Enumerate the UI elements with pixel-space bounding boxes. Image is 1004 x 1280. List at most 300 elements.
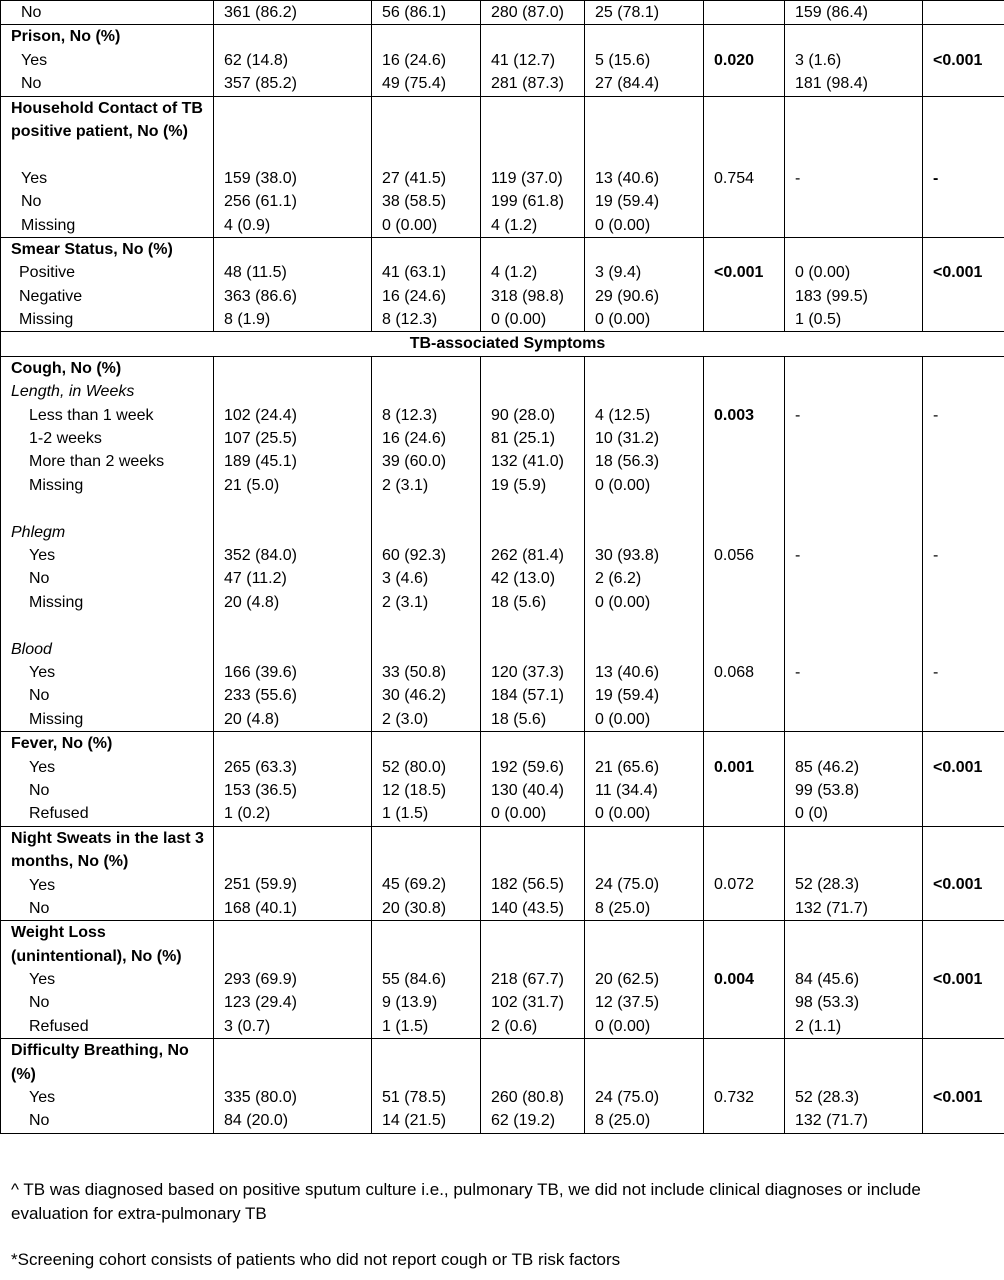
cell-value: <0.001 [714, 264, 764, 282]
cell-value: 14 (21.5) [382, 1112, 447, 1130]
cell-value [933, 591, 1004, 614]
cell-value: 182 (56.5) [491, 876, 564, 894]
cell-value [933, 450, 1004, 473]
cell-value: 153 (36.5) [224, 781, 297, 799]
cell-value: 0 (0.00) [595, 710, 651, 728]
cell-value: 47 (11.2) [224, 570, 287, 588]
category-label [11, 497, 213, 520]
cell-value: 60 (92.3) [382, 547, 447, 565]
cell-value [933, 708, 1004, 731]
cell-value: 0.004 [714, 971, 755, 989]
table-row [1, 1039, 1004, 1134]
row-label-cell [1, 732, 214, 827]
value-cell [785, 25, 923, 96]
cell-value [714, 1015, 784, 1038]
cell-value: 293 (69.9) [224, 971, 297, 989]
category-label: Missing [19, 311, 74, 329]
cell-value [933, 1, 1004, 24]
table-row [1, 356, 1004, 731]
category-label [11, 614, 213, 637]
value-cell [785, 96, 923, 237]
cell-value: 0 (0.00) [595, 805, 651, 823]
cell-value: 140 (43.5) [491, 899, 564, 917]
value-cell [704, 1039, 785, 1134]
cell-value [714, 614, 784, 637]
category-label: No [29, 899, 50, 917]
value-cell [704, 237, 785, 332]
category-label: No [29, 994, 50, 1012]
footnotes [11, 1178, 996, 1272]
cell-value [795, 521, 922, 544]
value-cell [481, 356, 585, 731]
cell-value: 3 (1.6) [795, 51, 842, 69]
cell-value [491, 497, 584, 520]
value-cell [923, 1, 1004, 25]
value-cell [372, 25, 481, 96]
cell-value [714, 567, 784, 590]
cell-value: 20 (30.8) [382, 899, 447, 917]
cell-value: 280 (87.0) [491, 4, 564, 21]
cell-value: 8 (1.9) [224, 311, 271, 329]
cell-value [382, 521, 480, 544]
cell-value: 84 (45.6) [795, 971, 860, 989]
cell-value: 55 (84.6) [382, 971, 447, 989]
value-cell [214, 732, 372, 827]
cell-value: 2 (3.1) [382, 593, 429, 611]
cell-value: - [933, 663, 939, 681]
cell-value [714, 427, 784, 450]
category-label: Missing [21, 216, 76, 234]
cell-value [933, 497, 1004, 520]
cell-value [933, 72, 1004, 95]
category-label: No [29, 1112, 50, 1130]
value-cell [585, 921, 704, 1039]
cell-value: 84 (20.0) [224, 1112, 289, 1130]
cell-value [714, 497, 784, 520]
value-cell [923, 826, 1004, 921]
cell-value [795, 497, 922, 520]
cell-value [714, 708, 784, 731]
cell-value: 2 (1.1) [795, 1017, 842, 1035]
footnote-screening-cohort: *Screening cohort consists of patients who did not report cough or TB risk factors [11, 1250, 621, 1269]
category-label: Yes [29, 971, 56, 989]
cell-value: 0 (0.00) [595, 311, 651, 329]
cell-value [933, 521, 1004, 544]
value-cell [585, 732, 704, 827]
variable-header: Night Sweats in the last 3 months, No (%) [11, 829, 204, 871]
cell-value: 21 (65.6) [595, 758, 660, 776]
value-cell [372, 826, 481, 921]
cell-value: 18 (5.6) [491, 710, 547, 728]
cell-value: <0.001 [933, 971, 983, 989]
cell-value: 29 (90.6) [595, 287, 660, 305]
cell-value: - [795, 406, 801, 424]
value-cell [214, 356, 372, 731]
category-label: No [21, 4, 42, 21]
cell-value [224, 638, 371, 661]
table-row [1, 1, 1004, 25]
value-cell [585, 1, 704, 25]
category-label: Yes [29, 1089, 56, 1107]
table-row [1, 826, 1004, 921]
cell-value [933, 567, 1004, 590]
cell-value: 51 (78.5) [382, 1089, 447, 1107]
value-cell [481, 921, 585, 1039]
cell-value: 4 (1.2) [491, 264, 538, 282]
cell-value: 16 (24.6) [382, 430, 447, 448]
cell-value: <0.001 [933, 876, 983, 894]
cell-value: 25 (78.1) [595, 4, 660, 21]
section-title: TB-associated Symptoms [1, 332, 1004, 356]
cell-value: 38 (58.5) [382, 193, 447, 211]
cell-value: 10 (31.2) [595, 430, 660, 448]
row-label-cell [1, 356, 214, 731]
cell-value [795, 214, 922, 237]
cell-value [795, 614, 922, 637]
cell-value: - [933, 406, 939, 424]
cell-value: 98 (53.3) [795, 994, 860, 1012]
cell-value: 18 (56.3) [595, 453, 660, 471]
cell-value: 0.003 [714, 406, 755, 424]
value-cell [481, 1, 585, 25]
cell-value [933, 474, 1004, 497]
cell-value [491, 521, 584, 544]
cell-value: 20 (4.8) [224, 710, 280, 728]
cell-value: 260 (80.8) [491, 1089, 564, 1107]
category-label: Length, in Weeks [11, 383, 135, 401]
category-label: 1-2 weeks [29, 430, 102, 448]
row-label-cell [1, 25, 214, 96]
cell-value [795, 684, 922, 707]
value-cell [923, 96, 1004, 237]
category-label: No [21, 75, 42, 93]
category-label: Phlegm [11, 523, 66, 541]
cell-value [714, 684, 784, 707]
cell-value [595, 380, 703, 403]
cell-value [714, 1, 784, 24]
table-row [1, 237, 1004, 332]
cell-value [491, 380, 584, 403]
cell-value: 52 (80.0) [382, 758, 447, 776]
cell-value: 27 (84.4) [595, 75, 660, 93]
cell-value [795, 450, 922, 473]
value-cell [585, 96, 704, 237]
cell-value: 199 (61.8) [491, 193, 564, 211]
cell-value [714, 380, 784, 403]
category-label: Yes [29, 758, 56, 776]
value-cell [214, 25, 372, 96]
cell-value [224, 521, 371, 544]
cell-value [933, 380, 1004, 403]
cell-value: 8 (25.0) [595, 899, 651, 917]
value-cell [785, 1039, 923, 1134]
row-label-cell [1, 96, 214, 237]
cell-value [933, 614, 1004, 637]
cell-value: 1 (0.5) [795, 311, 842, 329]
value-cell [372, 356, 481, 731]
value-cell [372, 1, 481, 25]
value-cell [785, 732, 923, 827]
cell-value: 33 (50.8) [382, 663, 447, 681]
cell-value: 0 (0.00) [595, 476, 651, 494]
value-cell [214, 237, 372, 332]
cell-value: 0 (0.00) [491, 311, 547, 329]
cell-value: 189 (45.1) [224, 453, 297, 471]
cell-value: 0 (0.00) [595, 1017, 651, 1035]
cell-value: 0 (0.00) [382, 216, 438, 234]
value-cell [585, 237, 704, 332]
cell-value [933, 897, 1004, 920]
cell-value [933, 308, 1004, 331]
cell-value [382, 380, 480, 403]
value-cell [704, 826, 785, 921]
cell-value [795, 567, 922, 590]
cell-value: 9 (13.9) [382, 994, 438, 1012]
cell-value: 0.732 [714, 1089, 755, 1107]
cell-value: <0.001 [933, 1089, 983, 1107]
value-cell [214, 1039, 372, 1134]
cell-value: 56 (86.1) [382, 4, 447, 21]
value-cell [785, 921, 923, 1039]
cell-value: 20 (4.8) [224, 593, 280, 611]
value-cell [372, 921, 481, 1039]
cell-value [795, 474, 922, 497]
value-cell [585, 25, 704, 96]
value-cell [785, 356, 923, 731]
cell-value: 218 (67.7) [491, 971, 564, 989]
cell-value [714, 638, 784, 661]
cell-value: 41 (12.7) [491, 51, 556, 69]
cell-value: 39 (60.0) [382, 453, 447, 471]
variable-header: Prison, No (%) [11, 28, 121, 46]
cell-value [714, 474, 784, 497]
cell-value: 181 (98.4) [795, 75, 868, 93]
cell-value: 8 (25.0) [595, 1112, 651, 1130]
category-label: No [21, 193, 42, 211]
value-cell [481, 1039, 585, 1134]
cell-value: 233 (55.6) [224, 687, 297, 705]
cell-value: 12 (37.5) [595, 994, 660, 1012]
cell-value: 132 (71.7) [795, 899, 868, 917]
table-row [1, 96, 1004, 237]
cell-value [933, 802, 1004, 825]
cell-value: 130 (40.4) [491, 781, 564, 799]
cell-value [933, 1015, 1004, 1038]
cell-value: 256 (61.1) [224, 193, 297, 211]
cell-value: - [795, 169, 801, 187]
cell-value [595, 521, 703, 544]
cell-value: 107 (25.5) [224, 430, 297, 448]
cell-value [933, 638, 1004, 661]
cell-value [714, 591, 784, 614]
cell-value: 24 (75.0) [595, 876, 660, 894]
cell-value: 184 (57.1) [491, 687, 564, 705]
cell-value: 12 (18.5) [382, 781, 447, 799]
value-cell [214, 1, 372, 25]
value-cell [704, 921, 785, 1039]
cell-value [933, 991, 1004, 1014]
cell-value [795, 427, 922, 450]
category-label: Yes [21, 51, 48, 69]
cell-value [933, 1109, 1004, 1132]
cell-value: 30 (93.8) [595, 547, 660, 565]
table-row [1, 25, 1004, 96]
cell-value [933, 285, 1004, 308]
value-cell [923, 1039, 1004, 1134]
cell-value: 1 (0.2) [224, 805, 271, 823]
value-cell [585, 826, 704, 921]
cell-value: 123 (29.4) [224, 994, 297, 1012]
cell-value: 16 (24.6) [382, 51, 447, 69]
cell-value: 19 (5.9) [491, 476, 547, 494]
cell-value [795, 638, 922, 661]
cell-value: 0.072 [714, 876, 755, 894]
cell-value [595, 614, 703, 637]
cell-value: 0 (0.00) [491, 805, 547, 823]
cell-value: 183 (99.5) [795, 287, 868, 305]
category-label: Missing [29, 476, 84, 494]
value-cell [704, 1, 785, 25]
category-label: Refused [29, 1017, 89, 1035]
value-cell [704, 732, 785, 827]
cell-value: 4 (12.5) [595, 406, 651, 424]
cell-value: 0.001 [714, 758, 755, 776]
table-row [1, 921, 1004, 1039]
cell-value: - [933, 547, 939, 565]
value-cell [214, 826, 372, 921]
cell-value: 42 (13.0) [491, 570, 556, 588]
cell-value [933, 190, 1004, 213]
cell-value: 2 (3.0) [382, 710, 429, 728]
cell-value: 357 (85.2) [224, 75, 297, 93]
value-cell [214, 96, 372, 237]
cell-value: 99 (53.8) [795, 781, 860, 799]
cell-value: 363 (86.6) [224, 287, 297, 305]
cell-value: 13 (40.6) [595, 663, 660, 681]
cell-value [795, 591, 922, 614]
cell-value [714, 991, 784, 1014]
category-label: More than 2 weeks [29, 453, 165, 471]
cell-value: 265 (63.3) [224, 758, 297, 776]
cell-value [714, 285, 784, 308]
value-cell [372, 237, 481, 332]
cell-value: 19 (59.4) [595, 687, 660, 705]
cell-value [795, 708, 922, 731]
cell-value: 132 (71.7) [795, 1112, 868, 1130]
value-cell [585, 1039, 704, 1134]
cell-value [714, 897, 784, 920]
variable-header: Cough, No (%) [11, 359, 122, 377]
value-cell [785, 826, 923, 921]
value-cell [923, 356, 1004, 731]
category-label: Refused [29, 805, 89, 823]
cell-value: 361 (86.2) [224, 4, 297, 21]
cell-value: 132 (41.0) [491, 453, 564, 471]
cell-value: 5 (15.6) [595, 51, 651, 69]
section-header-row [1, 332, 1004, 356]
cell-value [795, 380, 922, 403]
cell-value: 2 (3.1) [382, 476, 429, 494]
cell-value [714, 802, 784, 825]
cell-value: 8 (12.3) [382, 406, 438, 424]
cell-value [714, 72, 784, 95]
cell-value [933, 427, 1004, 450]
category-label: No [29, 687, 50, 705]
category-label: Yes [29, 663, 56, 681]
cell-value: 0.056 [714, 547, 755, 565]
value-cell [704, 96, 785, 237]
cell-value: 0.754 [714, 169, 755, 187]
cell-value: 4 (0.9) [224, 216, 271, 234]
cell-value: 62 (14.8) [224, 51, 289, 69]
cell-value: 4 (1.2) [491, 216, 538, 234]
cell-value [382, 614, 480, 637]
cell-value: 11 (34.4) [595, 781, 658, 799]
cell-value: 352 (84.0) [224, 547, 297, 565]
cell-value [714, 308, 784, 331]
value-cell [481, 826, 585, 921]
cell-value [714, 779, 784, 802]
value-cell [923, 921, 1004, 1039]
cell-value: 62 (19.2) [491, 1112, 556, 1130]
category-label: Yes [29, 876, 56, 894]
value-cell [481, 732, 585, 827]
cell-value: <0.001 [933, 758, 983, 776]
cell-value: - [933, 169, 939, 187]
cell-value: 8 (12.3) [382, 311, 438, 329]
value-cell [923, 732, 1004, 827]
value-cell [923, 237, 1004, 332]
cell-value [382, 497, 480, 520]
value-cell [372, 1039, 481, 1134]
cell-value: 3 (4.6) [382, 570, 429, 588]
variable-header: Fever, No (%) [11, 735, 113, 753]
category-label: Missing [29, 710, 84, 728]
cell-value: 159 (38.0) [224, 169, 297, 187]
category-label: Less than 1 week [29, 406, 154, 424]
cell-value [933, 684, 1004, 707]
cell-value: 102 (24.4) [224, 406, 297, 424]
cell-value: 30 (46.2) [382, 687, 447, 705]
cell-value [714, 190, 784, 213]
cell-value: 3 (0.7) [224, 1017, 271, 1035]
cell-value: 45 (69.2) [382, 876, 447, 894]
cell-value: 49 (75.4) [382, 75, 447, 93]
cell-value: 85 (46.2) [795, 758, 860, 776]
cell-value: - [795, 547, 801, 565]
cell-value [382, 638, 480, 661]
cell-value [224, 614, 371, 637]
cell-value [933, 779, 1004, 802]
value-cell [923, 25, 1004, 96]
cell-value: 1 (1.5) [382, 1017, 429, 1035]
value-cell [704, 356, 785, 731]
value-cell [372, 96, 481, 237]
cell-value: <0.001 [933, 51, 983, 69]
cell-value [595, 638, 703, 661]
cell-value: - [795, 663, 801, 681]
value-cell [785, 1, 923, 25]
table-body [1, 1, 1004, 1134]
value-cell [785, 237, 923, 332]
cell-value: 27 (41.5) [382, 169, 447, 187]
cell-value: 0 (0.00) [795, 264, 851, 282]
cell-value [224, 380, 371, 403]
row-label-cell [1, 921, 214, 1039]
cell-value: 0.020 [714, 51, 755, 69]
cell-value: 20 (62.5) [595, 971, 660, 989]
value-cell [481, 96, 585, 237]
